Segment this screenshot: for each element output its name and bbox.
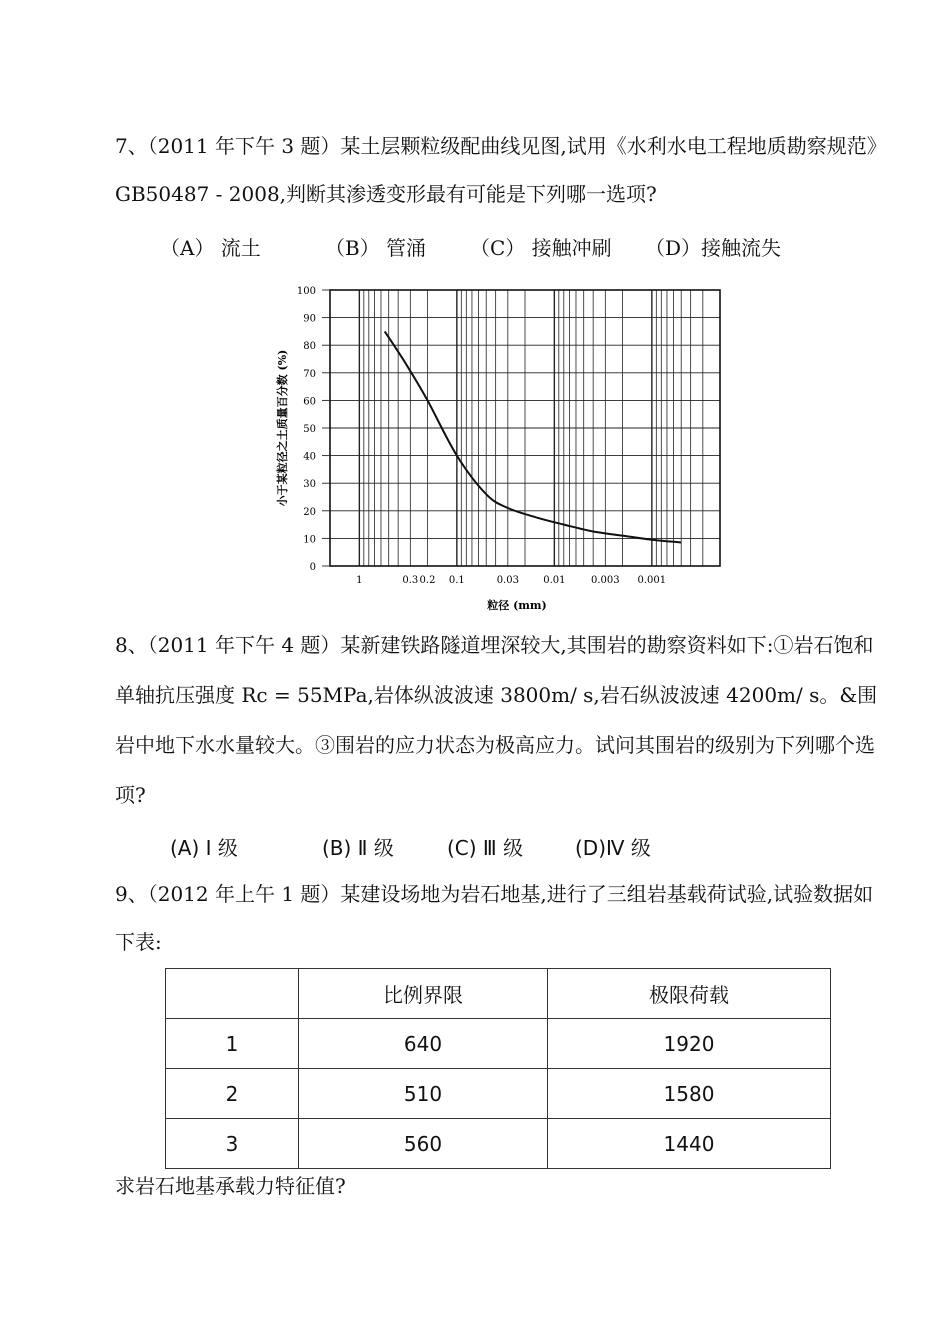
grain-size-chart <box>260 278 730 618</box>
load-test-table <box>165 968 831 1169</box>
chart-grid <box>330 290 720 566</box>
y-tick-label: 80 <box>303 341 316 353</box>
q7-option-a: （A） 流土 <box>160 236 261 260</box>
header-cell-ultimate-load: 极限荷载 <box>548 969 831 1019</box>
q8-option-b: (B) Ⅱ 级 <box>322 836 394 860</box>
table-cell: 510 <box>299 1069 548 1119</box>
y-axis-label: 小于某粒径之土质量百分数 (%) <box>276 349 289 507</box>
q7-option-c: （C） 接触冲刷 <box>470 236 612 260</box>
x-tick-label: 0.3 <box>402 575 419 586</box>
y-tick-label: 0 <box>309 562 316 573</box>
y-tick-label: 100 <box>296 286 316 297</box>
q7-option-d: （D）接触流失 <box>645 236 782 260</box>
table-cell: 640 <box>299 1019 548 1069</box>
table-cell: 1 <box>166 1019 299 1069</box>
table-cell: 1440 <box>548 1119 831 1169</box>
q8-option-c: (C) Ⅲ 级 <box>447 836 524 860</box>
x-tick-labels <box>356 575 666 586</box>
q7-option-b: （B） 管涌 <box>325 236 427 260</box>
header-cell-index <box>166 969 299 1019</box>
table-cell: 3 <box>166 1119 299 1169</box>
y-tick-label: 30 <box>303 479 316 491</box>
table-row <box>166 1069 831 1119</box>
y-tick-label: 50 <box>303 424 316 435</box>
table-row <box>166 1019 831 1069</box>
x-tick-label: 0.01 <box>543 575 566 586</box>
question-9-prompt: 求岩石地基承载力特征值? <box>115 1174 346 1198</box>
y-tick-label: 40 <box>303 451 316 463</box>
table-cell: 560 <box>299 1119 548 1169</box>
table-cell: 1920 <box>548 1019 831 1069</box>
table-row <box>166 1119 831 1169</box>
x-tick-label: 0.03 <box>496 575 519 586</box>
table-cell: 1580 <box>548 1069 831 1119</box>
y-tick-label: 20 <box>303 506 316 518</box>
x-tick-label: 0.001 <box>637 575 667 586</box>
x-tick-label: 0.2 <box>419 575 436 586</box>
x-axis-label: 粒径 (mm) <box>487 599 547 612</box>
y-tick-label: 10 <box>303 534 316 546</box>
table-cell: 2 <box>166 1069 299 1119</box>
y-tick-label: 70 <box>303 368 316 380</box>
header-cell-proportional-limit: 比例界限 <box>299 969 548 1019</box>
q8-option-a: (A) Ⅰ 级 <box>170 836 238 860</box>
q8-option-d: (D)Ⅳ 级 <box>575 836 651 860</box>
y-tick-label: 90 <box>303 313 316 325</box>
x-tick-label: 1 <box>356 575 363 586</box>
y-tick-labels <box>297 286 330 573</box>
table-header-row <box>166 969 831 1019</box>
x-tick-label: 0.003 <box>591 575 620 586</box>
x-tick-label: 0.1 <box>448 575 465 586</box>
y-tick-label: 60 <box>303 396 316 408</box>
question-7-text: 7、（2011 年下午 3 题）某土层颗粒级配曲线见图,试用《水利水电工程地质勘察规范》GB50487 - 2008,判断其渗透变形最有可能是下列哪一选项? <box>115 134 877 206</box>
question-7-options <box>160 232 800 262</box>
question-8-options <box>170 832 670 862</box>
question-8-text: 8、（2011 年下午 4 题）某新建铁路隧道埋深较大,其围岩的勘察资料如下:①岩石饱和单轴抗压强度 Rc = 55MPa,岩体纵波波速 3800m/ s,岩石纵波波速 4200m/ s。&围岩中地下水水量较大。③围岩的应力状态为极高应力。试问其围岩的级别为下列哪个选项? <box>115 633 878 807</box>
question-9-text: 9、（2012 年上午 1 题）某建设场地为岩石地基,进行了三组岩基载荷试验,试验数据如下表: <box>115 882 874 954</box>
